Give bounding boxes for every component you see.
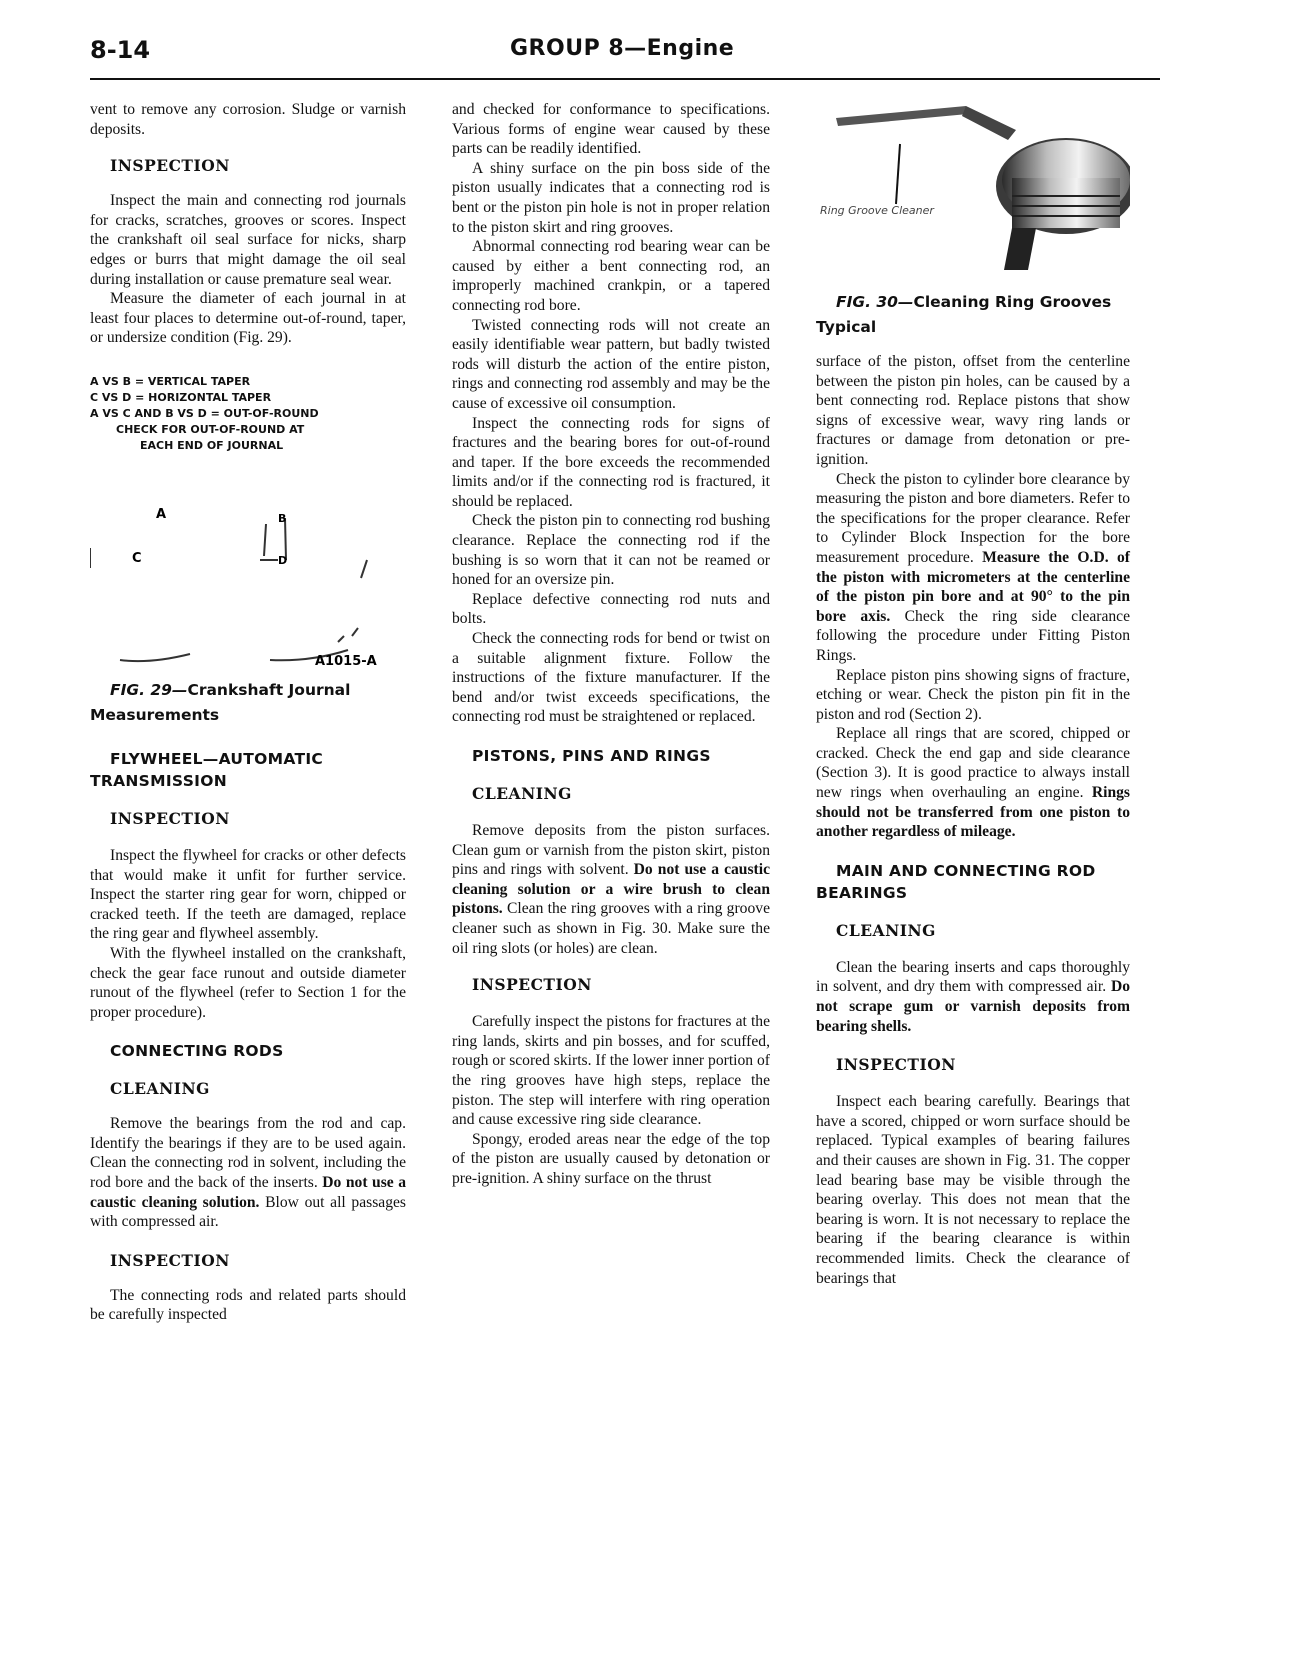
legend-line: A VS B = VERTICAL TAPER (90, 374, 251, 388)
section-heading: INSPECTION (110, 156, 230, 176)
page-number: 8-14 (90, 36, 151, 64)
figure-30-caption (816, 290, 1130, 340)
caption-number: FIG. 29— (110, 680, 188, 699)
section-heading: INSPECTION (472, 975, 592, 995)
label-a: A (156, 506, 167, 522)
paragraph: Inspect the flywheel for cracks or other defects that would make it unfit for further service. Inspect the starter ring gear for worn, chipped or cracked teeth. If the teeth are damaged, replace the ring gear and flywheel assembly. (90, 846, 406, 943)
text-run: Check the ring side clearance following the procedure under Fitting Piston Rings. (816, 607, 1131, 664)
paragraph: Measure the diameter of each journal in at least four places to determine out-of-round, taper, or undersize condition (Fig. 29). (90, 290, 406, 347)
column-right (816, 100, 1130, 1288)
paragraph: Inspect the connecting rods for signs of fractures and the bearing bores for out-of-round and taper. If the bore exceeds the recommended limits and/or if the connecting rod is fractured, it should be replaced. (452, 414, 770, 510)
text-run: Clean the ring grooves with a ring groove cleaner such as shown in Fig. 30. Make sure the oil ring slots (or holes) are clean. (452, 900, 770, 957)
section-heading: PISTONS, PINS AND RINGS (472, 747, 711, 765)
section-heading: INSPECTION (836, 1055, 956, 1075)
caption-text: Crankshaft Journal Measurements (90, 680, 351, 724)
warning-text: Do not use a caustic cleaning solution. (90, 1174, 407, 1211)
caption-text: Cleaning Ring Grooves Typical (816, 293, 1112, 336)
text-run: Check the piston to cylinder bore clearance by measuring the piston and bore diameters. Refer to the specifications for the proper clearance. Refer to Cylinder Block Inspection for the bore measurement procedure. (816, 470, 1130, 566)
label-d: D (278, 553, 288, 567)
paragraph: A shiny surface on the pin boss side of the piston usually indicates that a connecting rod is bent or the piston pin hole is not in proper relation to the piston skirt and ring grooves. (452, 159, 770, 236)
paragraph (816, 958, 1130, 1036)
paragraph: Abnormal connecting rod bearing wear can be caused by either a bent connecting rod, an improperly machined crankpin, or a tapered connecting rod bore. (452, 238, 770, 314)
ring-groove-cleaner-photo (816, 100, 1130, 276)
figure-code: A1015-A (315, 653, 377, 669)
section-heading: CLEANING (110, 1079, 210, 1099)
group-title: GROUP 8—Engine (510, 36, 735, 61)
text-run: Remove deposits from the piston surfaces. Clean gum or varnish from the piston skirt, piston pins and rings with solvent. (452, 822, 770, 879)
section-heading: FLYWHEEL—AUTOMATIC TRANSMISSION (90, 749, 324, 790)
paragraph: and checked for conformance to specifications. Various forms of engine wear caused by these parts can be readily identified. (452, 101, 770, 158)
page-header (90, 34, 1160, 80)
legend-line: A VS C AND B VS D = OUT-OF-ROUND (90, 406, 319, 420)
paragraph: Check the piston pin to connecting rod bushing clearance. Replace the connecting rod if the bushing is so worn that it can not be reamed or honed for an oversize pin. (452, 512, 770, 589)
label-c: C (132, 550, 142, 566)
label-b: B (278, 511, 287, 525)
column-left (90, 100, 406, 1325)
paragraph (816, 470, 1130, 666)
emphasis-text: Measure the O.D. of the piston with micrometers at the centerline of the piston pin bore and at 90° to the pin bore axis. (816, 548, 1130, 625)
section-heading: CLEANING (472, 784, 572, 803)
legend-line: EACH END OF JOURNAL (140, 438, 284, 452)
legend-line: CHECK FOR OUT-OF-ROUND AT (116, 422, 305, 436)
paragraph: Inspect the main and connecting rod journals for cracks, scratches, grooves or scores. Inspect the crankshaft oil seal surface for nicks, sharp edges or burrs that might damage the oil seal during installation or cause premature seal wear. (90, 192, 406, 288)
figure-29-legend (90, 374, 406, 454)
paragraph: Carefully inspect the pistons for fractures at the ring lands, skirts and pin bosses, and for scuffed, rough or scored skirts. If the lower inner portion of the ring grooves have high steps, replace the piston. The step will interfere with ring operation and cause excessive ring side clearance. (452, 1013, 770, 1129)
section-heading: CLEANING (836, 920, 936, 940)
paragraph: Check the connecting rods for bend or twist on a suitable alignment fixture. Follow the instructions of the fixture manufacturer. If the bend and/or twist exceeds specifications, the connecting rod must be straightened or replaced. (452, 630, 770, 726)
paragraph: Spongy, eroded areas near the edge of the top of the piston are usually caused by detonation or pre-ignition. A shiny surface on the thrust (452, 1130, 770, 1187)
section-heading: CONNECTING RODS (110, 1042, 284, 1061)
figure-29-caption (90, 678, 406, 728)
section-heading: MAIN AND CONNECTING ROD BEARINGS (816, 861, 1096, 902)
paragraph (452, 821, 770, 958)
crankshaft-journal-diagram (90, 460, 406, 670)
ring-groove-cleaner-label: Ring Groove Cleaner (820, 204, 934, 217)
warning-text: Do not use a caustic cleaning solution or a wire brush to clean pistons. (452, 861, 770, 918)
paragraph: Replace defective connecting rod nuts and bolts. (452, 590, 770, 628)
text-run: Clean the bearing inserts and caps thoroughly in solvent, and dry them with compressed air. (816, 958, 1130, 996)
paragraph: Twisted connecting rods will not create an easily identifiable wear pattern, but badly twisted rods will disturb the action of the entire piston, rings and connecting rod assembly and may be the cause of excessive oil consumption. (452, 316, 770, 412)
paragraph (816, 724, 1130, 842)
paragraph: Inspect each bearing carefully. Bearings that have a scored, chipped or worn surface should be replaced. Typical examples of bearing failures and their causes are shown in Fig. 31. The copper lead bearing base may be visible through the bearing overlay. This does not mean that the bearing is worn. It is not necessary to replace the bearing if the bearing clearance is within recommended limits. Check the clearance of bearings that (816, 1093, 1130, 1287)
text-run: Replace all rings that are scored, chipped or cracked. Check the end gap and side clearance (Section 3). It is good practice to always install new rings when overhauling an engine. (816, 725, 1130, 802)
text-run: Remove the bearings from the rod and cap. Identify the bearings if they are to be used again. Clean the connecting rod in solvent, including the rod bore and the back of the inserts. (90, 1115, 406, 1192)
paragraph: Replace piston pins showing signs of fracture, etching or wear. Check the piston pin fit in the piston and rod (Section 2). (816, 666, 1130, 723)
paragraph: With the flywheel installed on the crankshaft, check the gear face runout and outside diameter runout of the flywheel (refer to Section 1 for the proper procedure). (90, 944, 406, 1021)
figure-30 (816, 100, 1130, 276)
figure-29 (90, 374, 406, 670)
column-middle (452, 100, 770, 1189)
warning-text: Do not scrape gum or varnish deposits from bearing shells. (816, 978, 1130, 1035)
section-heading: INSPECTION (110, 808, 230, 828)
legend-line: C VS D = HORIZONTAL TAPER (90, 390, 272, 404)
paragraph: The connecting rods and related parts should be carefully inspected (90, 1286, 406, 1324)
caption-number: FIG. 30— (836, 293, 914, 311)
paragraph: vent to remove any corrosion. Sludge or varnish deposits. (90, 101, 406, 138)
paragraph (90, 1114, 406, 1232)
emphasis-text: Rings should not be transferred from one piston to another regardless of mileage. (816, 784, 1130, 841)
paragraph: surface of the piston, offset from the centerline between the piston pin holes, can be caused by a bent connecting rod. Replace pistons that show signs of excessive wear, wavy ring lands or fractures or damage from detonation or pre-ignition. (816, 353, 1130, 468)
text-run: Blow out all passages with compressed air. (90, 1193, 406, 1231)
section-heading: INSPECTION (110, 1250, 230, 1270)
